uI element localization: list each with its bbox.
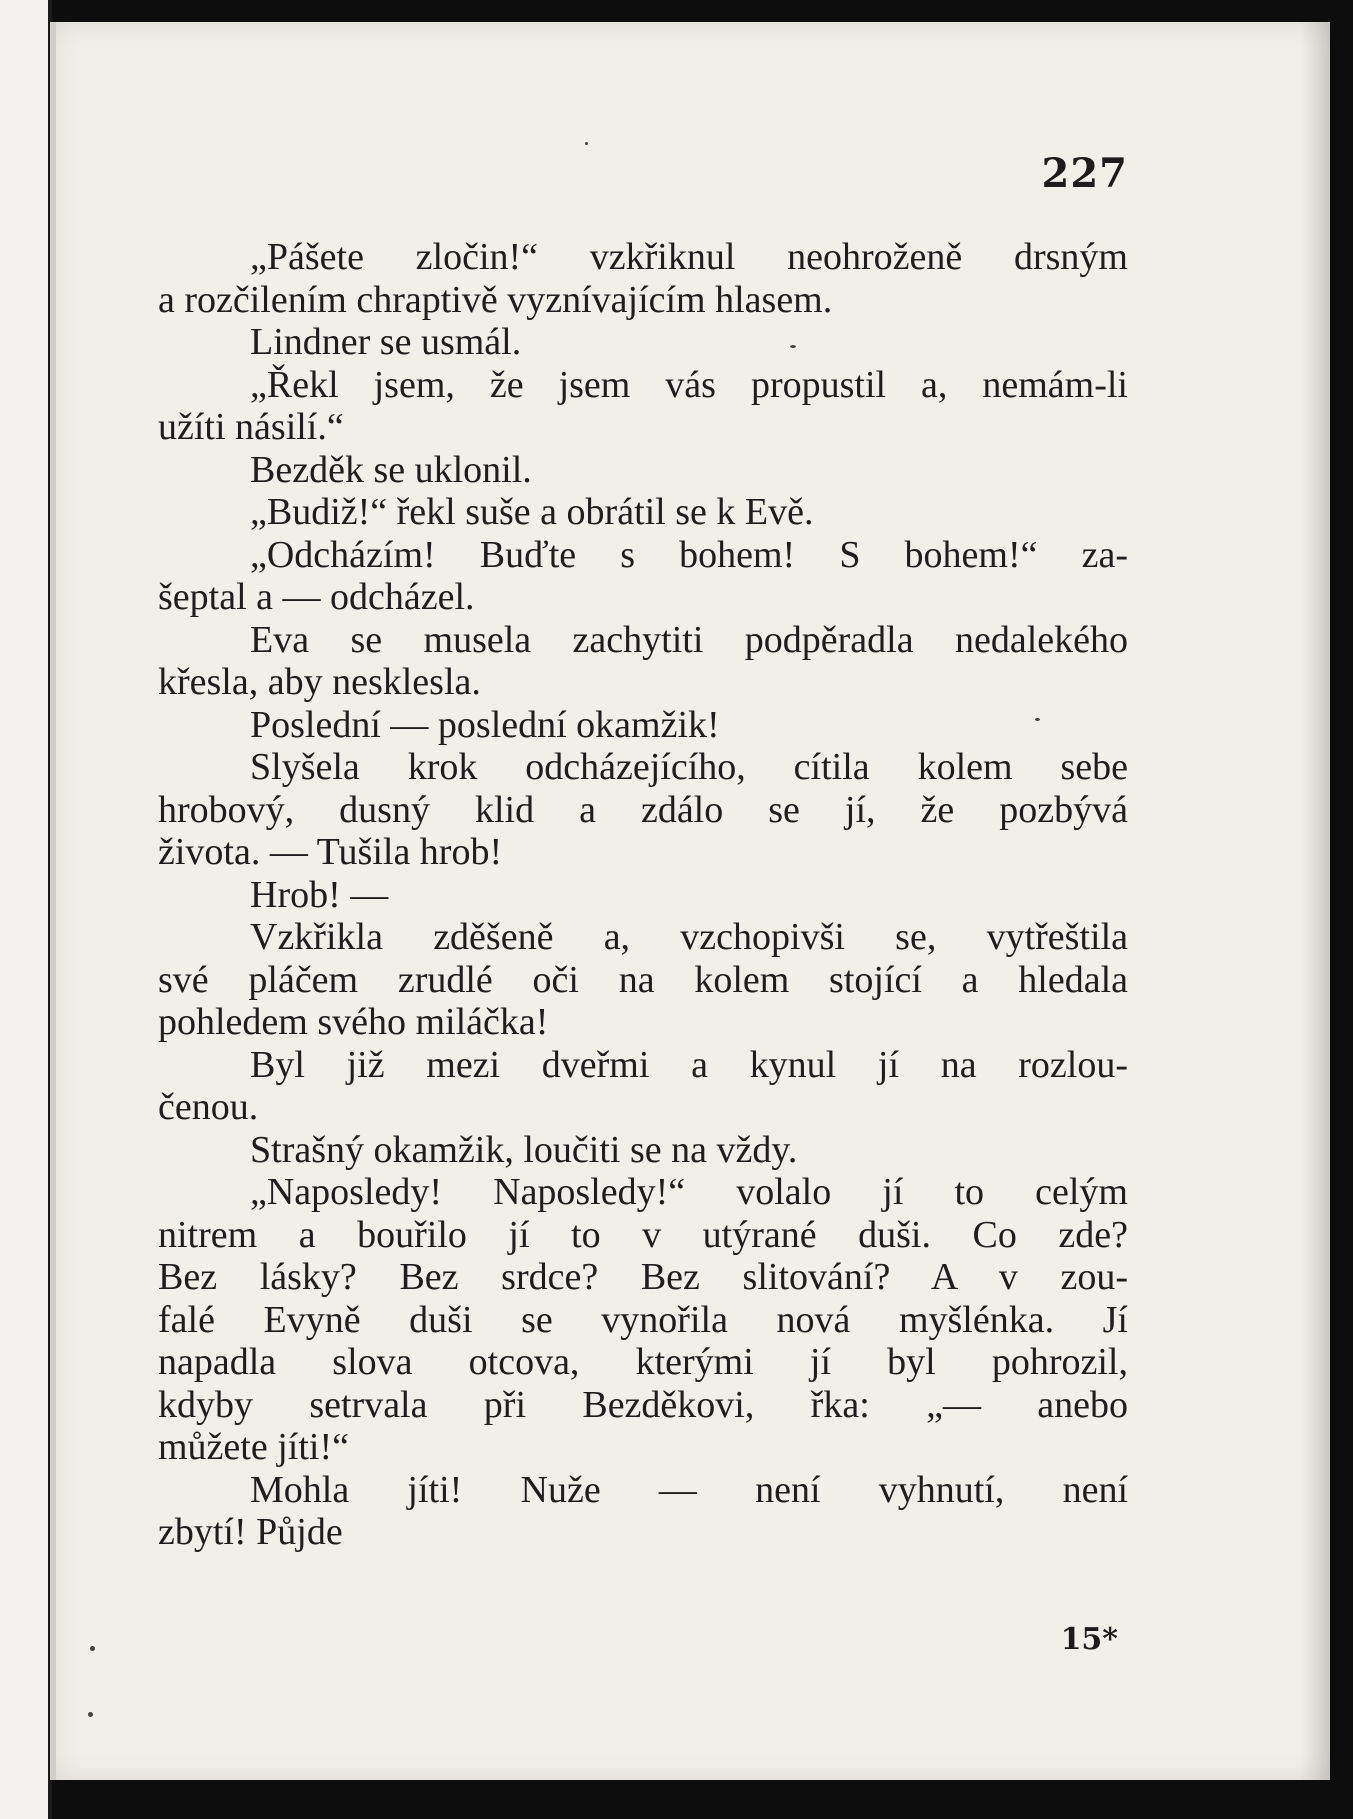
text-line: Hrob! — [250, 873, 389, 916]
text-line: čenou. [158, 1086, 259, 1128]
text-line: falé Evyně duši se vynořila nová myšlénka. Jí [158, 1298, 1128, 1341]
text-line: „Pášete zločin!“ vzkřiknul neohroženě drsným [250, 236, 1128, 278]
text-line: šeptal a — odcházel. [158, 576, 475, 618]
text-line: Byl již mezi dveřmi a kynul jí na rozlou- [250, 1043, 1128, 1086]
scan-speck [1035, 718, 1040, 721]
text-line: Mohla jíti! Nuže — není vyhnutí, není [250, 1468, 1128, 1511]
scan-speck [90, 1646, 95, 1651]
scan-speck [585, 142, 588, 145]
text-line: Poslední — poslední okamžik! [250, 703, 720, 746]
printer-signature-mark: 15* [1060, 1622, 1118, 1657]
text-line: Lindner se usmál. [250, 321, 522, 363]
text-line: „Budiž!“ řekl suše a obrátil se k Evě. [250, 491, 814, 533]
text-line: křesla, aby nesklesla. [158, 661, 481, 703]
page-left-edge [50, 22, 56, 1780]
text-line: můžete jíti!“ [158, 1426, 349, 1468]
text-line: Strašný okamžik, loučiti se na vždy. [250, 1128, 798, 1171]
page-right-shadow [1300, 22, 1330, 1780]
text-line: „Řekl jsem, že jsem vás propustil a, nemám-li [250, 363, 1128, 406]
text-line: Slyšela krok odcházejícího, cítila kolem sebe [250, 746, 1128, 788]
text-line: své pláčem zrudlé oči na kolem stojící a hledala [158, 958, 1128, 1001]
text-line: života. — Tušila hrob! [158, 831, 503, 873]
text-line: hrobový, dusný klid a zdálo se jí, že pozbývá [158, 788, 1128, 831]
text-line: Bezděk se uklonil. [250, 448, 532, 491]
page-number: 227 [1041, 150, 1128, 197]
text-line: pohledem svého miláčka! [158, 1001, 549, 1043]
text-line: Bez lásky? Bez srdce? Bez slitování? A v zou- [158, 1256, 1128, 1298]
text-line: zbytí! Půjde [158, 1511, 343, 1553]
text-line: nitrem a bouřilo jí to v utýrané duši. Co zde? [158, 1213, 1128, 1256]
text-line: Eva se musela zachytiti podpěradla nedalekého [250, 618, 1128, 661]
adjacent-page-edge [0, 0, 50, 1819]
text-line: „Odcházím! Buďte s bohem! S bohem!“ za- [250, 533, 1128, 576]
body-text [158, 236, 1128, 1554]
text-line: „Naposledy! Naposledy!“ volalo jí to celým [250, 1171, 1128, 1213]
text-line: napadla slova otcova, kterými jí byl pohrozil, [158, 1341, 1128, 1383]
text-line: Vzkřikla zděšeně a, vzchopivši se, vytřeštila [250, 916, 1128, 958]
text-line: kdyby setrvala při Bezděkovi, řka: „— anebo [158, 1383, 1128, 1426]
scan-speck [790, 345, 796, 348]
scan-speck [88, 1712, 93, 1717]
text-line: a rozčilením chraptivě vyznívajícím hlasem. [158, 278, 833, 321]
text-line: užíti násilí.“ [158, 406, 344, 448]
